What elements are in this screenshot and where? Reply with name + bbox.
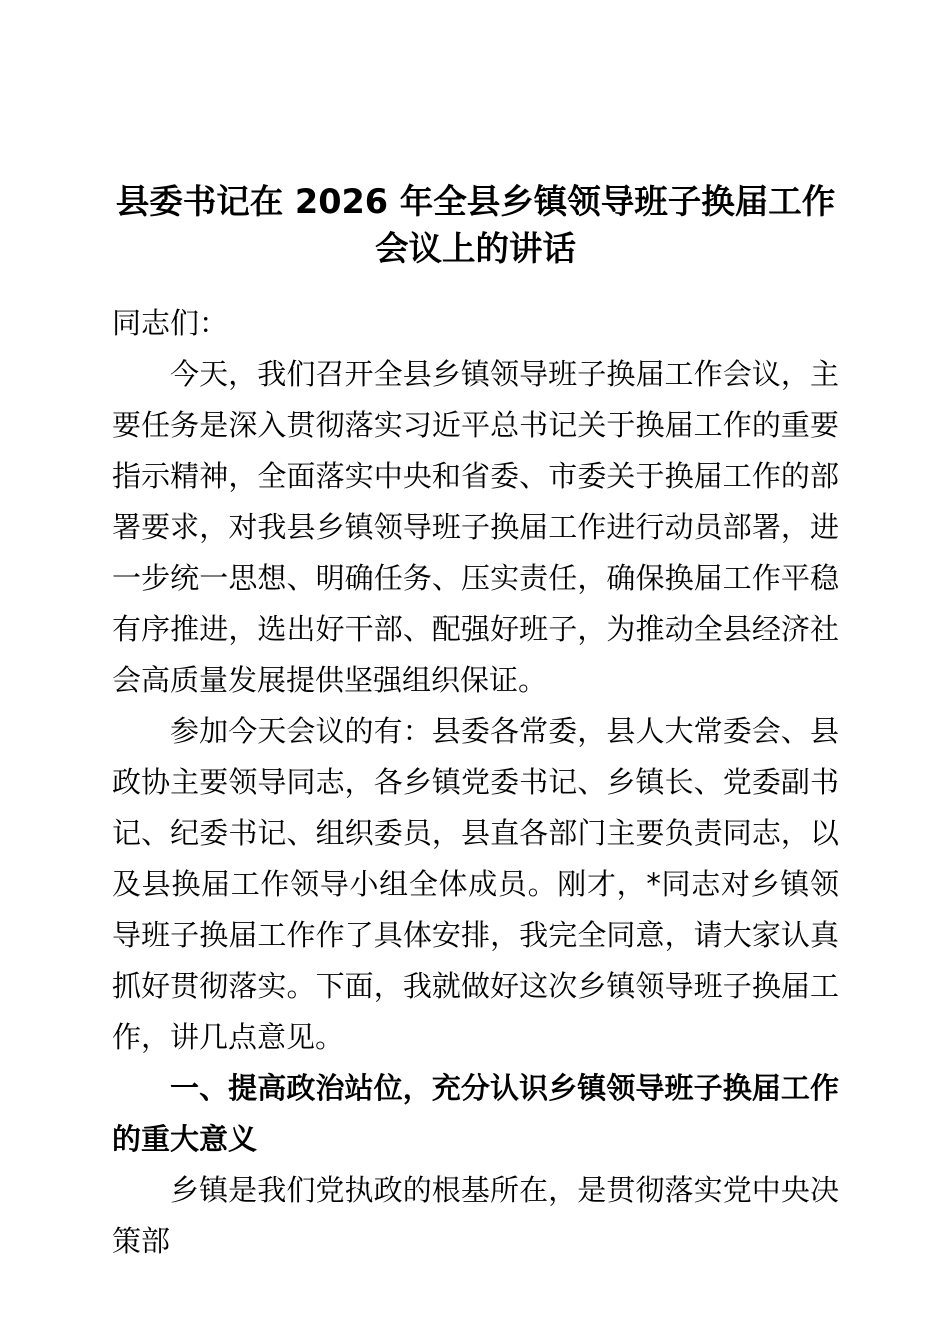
page-title: 县委书记在 2026 年全县乡镇领导班子换届工作会议上的讲话 [115, 182, 836, 268]
body-paragraph: 乡镇是我们党执政的根基所在，是贯彻落实党中央决策部 [112, 1173, 839, 1258]
section-heading: 一、提高政治站位，充分认识乡镇领导班子换届工作的重大意义 [112, 1071, 839, 1156]
page-bottom-spacer [112, 1267, 839, 1268]
body-paragraph: 参加今天会议的有：县委各常委，县人大常委会、县政协主要领导同志，各乡镇党委书记、乡镇长、党委副书记、纪委书记、组织委员，县直各部门主要负责同志，以及县换届工作领导小组全体成员。刚才，*同志对乡镇领导班子换届工作作了具体安排，我完全同意，请大家认真抓好贯彻落实。下面，我就做好这次乡镇领导班子换届工作，讲几点意见。 [112, 714, 839, 1054]
salutation: 同志们： [112, 306, 229, 340]
body-paragraph: 今天，我们召开全县乡镇领导班子换届工作会议，主要任务是深入贯彻落实习近平总书记关于换届工作的重要指示精神，全面落实中央和省委、市委关于换届工作的部署要求，对我县乡镇领导班子换届工作进行动员部署，进一步统一思想、明确任务、压实责任，确保换届工作平稳有序推进，选出好干部、配强好班子，为推动全县经济社会高质量发展提供坚强组织保证。 [112, 357, 839, 697]
document-content [112, 0, 839, 1268]
